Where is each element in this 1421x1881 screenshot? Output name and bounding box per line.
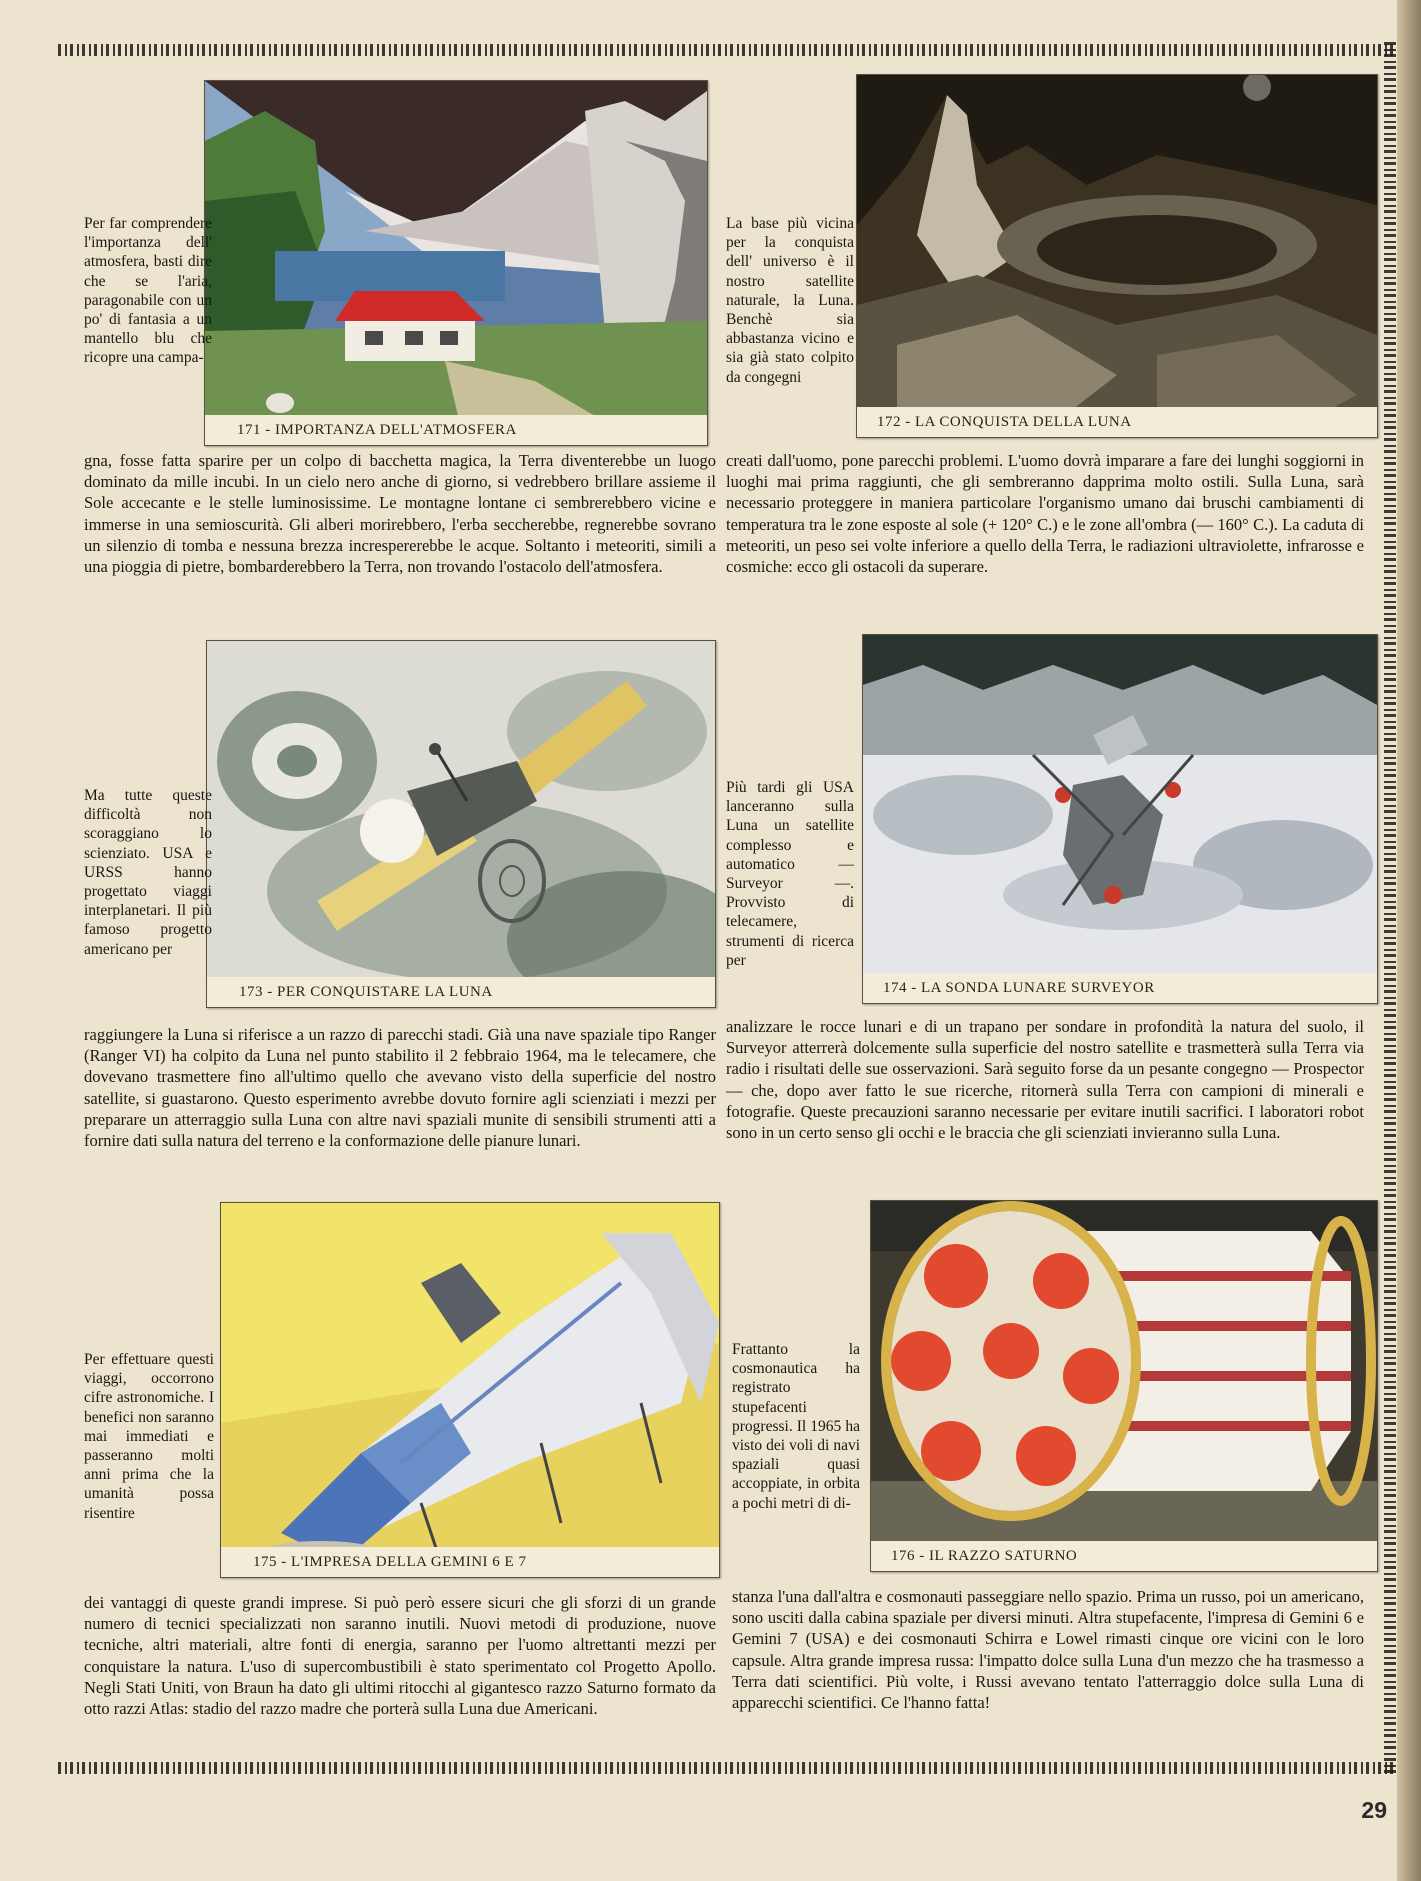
- page-number: 29: [1361, 1797, 1387, 1823]
- page-edge-shadow: [1397, 0, 1421, 1881]
- body-text-176: stanza l'una dall'altra e cosmonauti passeggiare nello spazio. Prima un russo, poi un americano, sono usciti dalla cabina spaziale per diversi minuti. Altra stupefacente, l'impresa di Gemini 6 e Gemini 7 (USA) e dei cosmonauti Schirra e Lowel rimasti cinque ore vicini con le loro capsule. Altra grande impresa russa: l'impatto dolce sulla Luna d'un mezzo che ha trasmesso a Terra dati scientifici. Più volte, i Russi avevano tentato l'atterraggio dolce sulla Luna di apparecchi scientifici. Ce l'hanno fatta!: [732, 1587, 1364, 1713]
- illustration-176-saturn: [870, 1200, 1378, 1572]
- lunar-crater-art: [857, 75, 1377, 437]
- body-text-173: raggiungere la Luna si riferisce a un razzo di parecchi stadi. Già una nave spaziale tipo Ranger (Ranger VI) ha colpito da Luna nel punto stabilito il 2 febbraio 1964, ma le telecamere, che dovevano trasmettere fino all'ultimo quello che avevano visto della superficie del nostro satellite, si guastarono. Questo esperimento avrebbe dovuto fornire agli scienziati i mezzi per preparare un atterraggio sulla Luna con altre navi spaziali munite di sensibili strumenti atti a fornire dati sulla natura del terreno e la conformazione delle pianure lunari.: [84, 1025, 716, 1151]
- illustration-173-moon-probe: [206, 640, 716, 1008]
- caption-175: 175 - L'IMPRESA DELLA GEMINI 6 E 7: [221, 1547, 719, 1577]
- side-text-172: La base più vicina per la conquista dell' universo è il nostro satellite naturale, la Luna. Benchè sia abbastanza vicino e sia già stato colpito da congegni: [726, 215, 854, 386]
- ranger-probe-art: [207, 641, 715, 1007]
- side-text-175: Per effettuare questi viaggi, occorrono cifre astronomiche. I benefici non saranno mai immediati e passeranno molti anni prima che la umanità possa risentire: [84, 1351, 214, 1522]
- side-text-174: Più tardi gli USA lanceranno sulla Luna un satellite complesso e automatico — Surveyor —. Provvisto di telecamere, strumenti di ricerca per: [726, 779, 854, 969]
- side-text-176: Frattanto la cosmonautica ha registrato stupefacenti progressi. Il 1965 ha visto dei voli di navi spaziali quasi accoppiate, in orbita a pochi metri di di-: [732, 1341, 860, 1512]
- body-text-171: gna, fosse fatta sparire per un colpo di bacchetta magica, la Terra diventerebbe un luogo dominato da mille incubi. In un cielo nero anche di giorno, si vedrebbero brillare assieme il Sole accecante e le stelle luminosissime. Le montagne lontane ci sembrerebbero vicine e immerse in una semioscurità. Gli alberi morirebbero, l'erba seccherebbe, regnerebbe sovrano un silenzio di tomba e nessuna brezza increspererebbe le acque. Soltanto i meteoriti, simili a una pioggia di pietre, bombarderebbero la Terra, non trovando l'ostacolo dell'atmosfera.: [84, 451, 716, 577]
- caption-173: 173 - PER CONQUISTARE LA LUNA: [207, 977, 715, 1007]
- caption-176: 176 - IL RAZZO SATURNO: [871, 1541, 1377, 1571]
- body-text-172: creati dall'uomo, pone parecchi problemi. L'uomo dovrà imparare a fare dei lunghi soggiorni in luoghi mai prima raggiunti, che gli sembreranno dapprima molto ostili. Sulla Luna, sarà necessario proteggere in maniera particolare l'organismo umano dai bruschi cambiamenti di temperatura tra le zone esposte al sole (+ 120° C.) e le zone all'ombra (— 160° C.). La caduta di meteoriti, un peso sei volte inferiore a quello della Terra, le radiazioni ultraviolette, infrarosse e cosmiche: ecco gli ostacoli da superare.: [726, 451, 1364, 577]
- right-greek-key-border: [1384, 42, 1396, 1774]
- illustration-174-surveyor: [862, 634, 1378, 1004]
- illustration-171-atmosphere: [204, 80, 708, 446]
- body-text-174: analizzare le rocce lunari e di un trapano per sondare in profondità la natura del suolo, il Surveyor atterrerà dolcemente sulla superficie del nostro satellite e trasmetterà sulla Terra via radio i risultati delle sue osservazioni. Sarà seguito forse da un pesante congegno — Prospector — che, dopo aver fatto le sue ricerche, ritornerà sulla Terra con campioni di minerali e fotografie. Queste precauzioni saranno necessarie per evitare inutili sacrifici. I laboratori robot sono in un certo senso gli occhi e le braccia che gli scienziati invieranno sulla Luna.: [726, 1017, 1364, 1143]
- surveyor-lander-art: [863, 635, 1377, 1003]
- bottom-greek-key-border: [58, 1762, 1396, 1774]
- illustration-175-gemini: [220, 1202, 720, 1578]
- illustration-172-moon-conquest: [856, 74, 1378, 438]
- caption-171: 171 - IMPORTANZA DELL'ATMOSFERA: [205, 415, 707, 445]
- atmosphere-landscape-art: [205, 81, 707, 445]
- body-text-175: dei vantaggi di queste grandi imprese. Si può però essere sicuri che gli sforzi di un grande numero di tecnici specializzati non saranno inutili. Nuovi metodi di produzione, nuove tecniche, altri materiali, altre fonti di energia, saranno per l'uomo altrettanti mezzi per conquistare la natura. L'uso di supercombustibili è stato sperimentato col Progetto Apollo. Negli Stati Uniti, von Braun ha dato gli ultimi ritocchi al gigantesco razzo Saturno formato da otto razzi Atlas: stadio del razzo madre che porterà sulla Luna due Americani.: [84, 1593, 716, 1719]
- side-text-171: Per far comprendere l'importanza dell' atmosfera, basti dire che se l'aria, paragonabile con un po' di fantasia a un mantello blu che ricopre una campa-: [84, 215, 212, 367]
- gemini-capsule-art: [221, 1203, 719, 1577]
- side-text-173: Ma tutte queste difficoltà non scoraggiano lo scienziato. USA e URSS hanno progettato viaggi interplanetari. Il più famoso progetto americano per: [84, 787, 212, 958]
- caption-174: 174 - LA SONDA LUNARE SURVEYOR: [863, 973, 1377, 1003]
- top-greek-key-border: [58, 44, 1396, 56]
- saturn-rocket-art: [871, 1201, 1377, 1571]
- caption-172: 172 - LA CONQUISTA DELLA LUNA: [857, 407, 1377, 437]
